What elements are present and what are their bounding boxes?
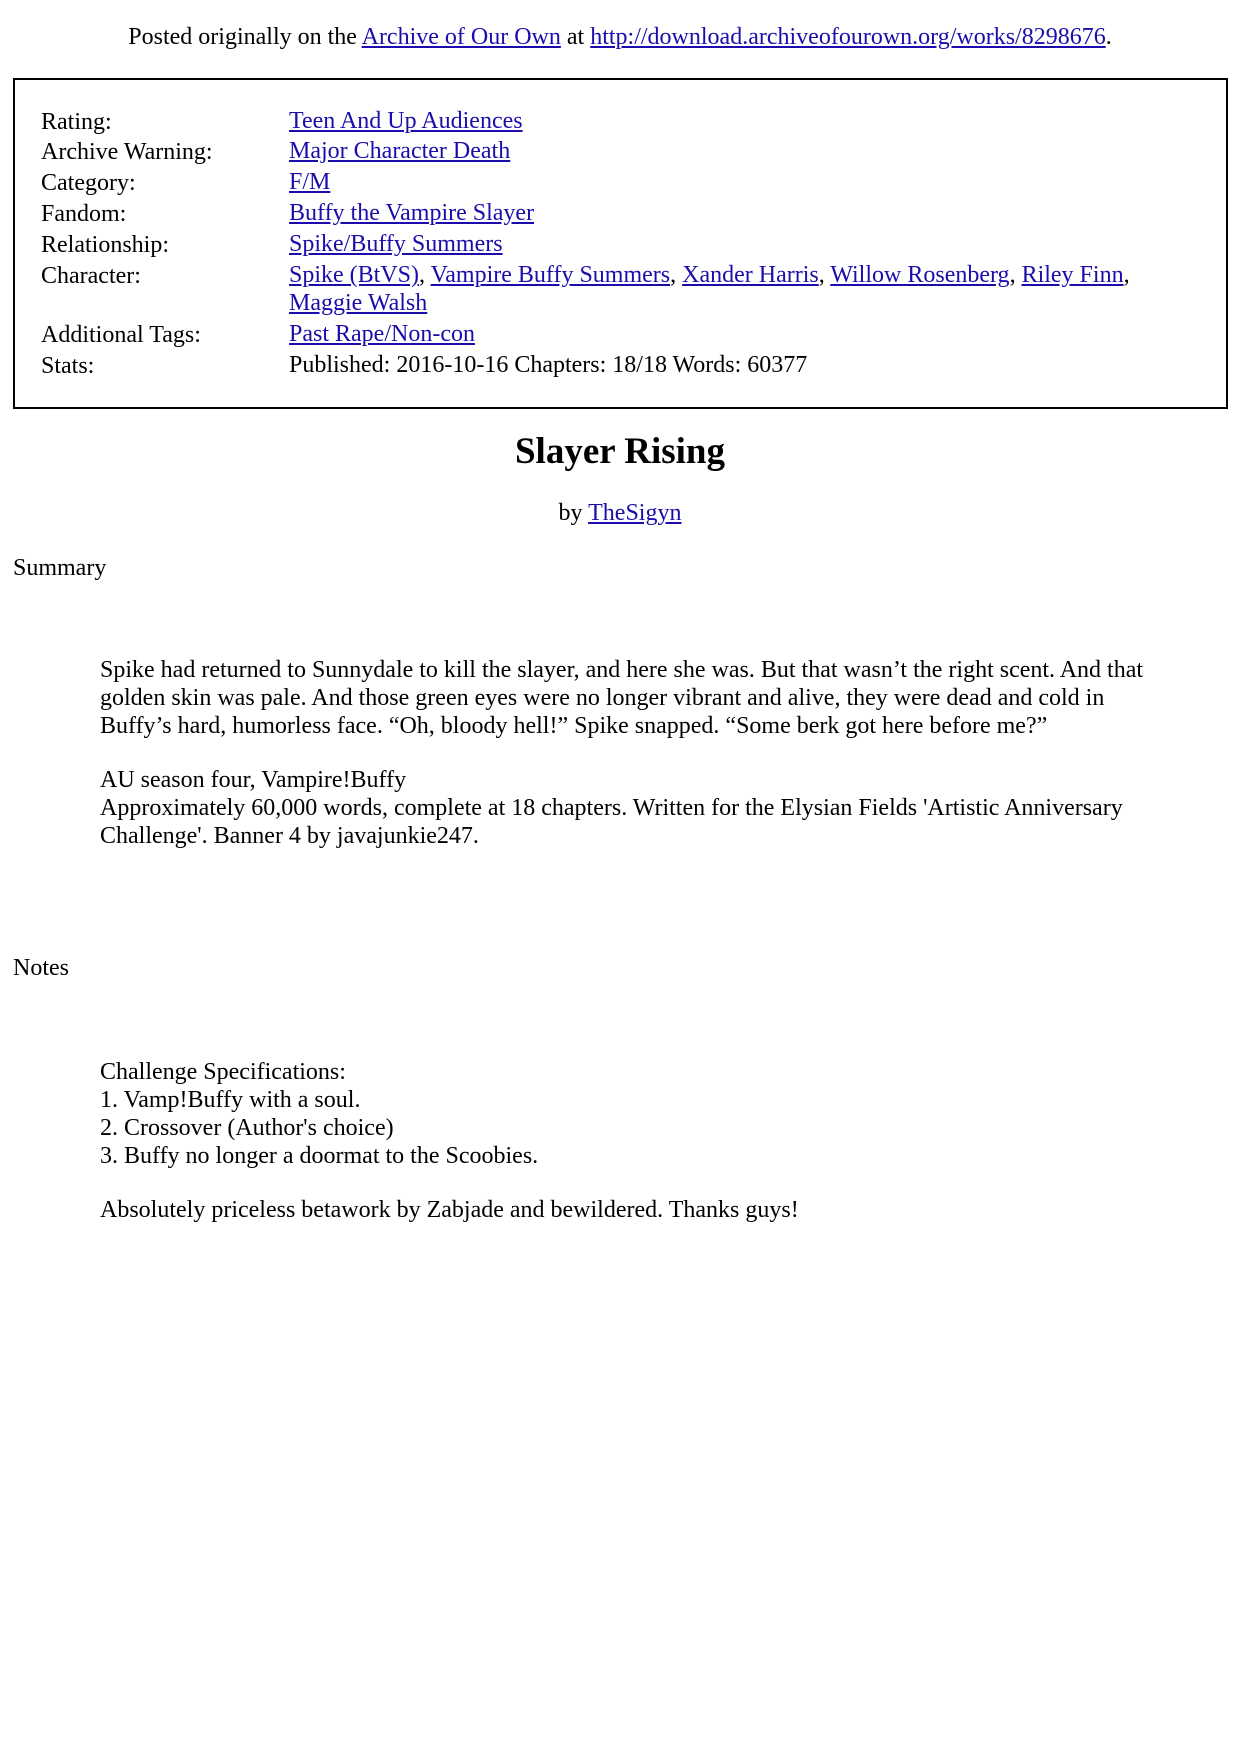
warning-link[interactable]: Major Character Death xyxy=(289,138,511,164)
spec-item: 1. Vamp!Buffy with a soul. xyxy=(100,1087,361,1113)
summary-heading: Summary xyxy=(13,555,107,581)
category-link[interactable]: F/M xyxy=(289,169,331,195)
rating-link[interactable]: Teen And Up Audiences xyxy=(289,108,523,134)
separator: , xyxy=(419,262,431,288)
by-prefix: by xyxy=(558,500,589,526)
stats-value: Published: 2016-10-16 Chapters: 18/18 Words: 60377 xyxy=(289,352,808,378)
spec-title: Challenge Specifications: xyxy=(100,1059,346,1085)
summary-body xyxy=(100,656,1150,850)
category-label: Category: xyxy=(41,170,136,196)
thanks-line: Absolutely priceless betawork by Zabjade and bewildered. Thanks guys! xyxy=(100,1197,799,1223)
separator: , xyxy=(1123,262,1130,288)
spec-item: 3. Buffy no longer a doormat to the Scoobies. xyxy=(100,1143,539,1169)
tags-link[interactable]: Past Rape/Non-con xyxy=(289,321,475,347)
summary-details: Approximately 60,000 words, complete at 18 chapters. Written for the Elysian Fields 'Artistic Anniversary Challenge'. Banner 4 by javajunkie247. xyxy=(100,795,1123,849)
character-label: Character: xyxy=(41,263,141,289)
separator: , xyxy=(818,262,831,288)
character-list xyxy=(289,261,1189,317)
work-title: Slayer Rising xyxy=(514,431,726,472)
character-link[interactable]: Willow Rosenberg xyxy=(830,262,1010,288)
author-link[interactable]: TheSigyn xyxy=(588,500,682,526)
byline xyxy=(0,498,1240,528)
summary-paragraph: Spike had returned to Sunnydale to kill the slayer, and here she was. But that wasn’t the right scent. And that golden skin was pale. And those green eyes were no longer vibrant and alive, they were dead and cold in Buffy’s hard, humorless face. “Oh, bloody hell!” Spike snapped. “Some berk got here before me?” xyxy=(100,657,1144,739)
character-link[interactable]: Spike (BtVS) xyxy=(289,262,420,288)
fandom-label: Fandom: xyxy=(41,201,127,227)
notes-body xyxy=(100,1058,1150,1224)
fandom-link[interactable]: Buffy the Vampire Slayer xyxy=(289,200,535,226)
metadata-box xyxy=(13,78,1228,409)
warning-label: Archive Warning: xyxy=(41,139,213,165)
notes-heading: Notes xyxy=(13,955,69,981)
stats-label: Stats: xyxy=(41,353,95,379)
summary-au-line: AU season four, Vampire!Buffy xyxy=(100,767,407,793)
character-link[interactable]: Maggie Walsh xyxy=(289,290,428,316)
relationship-label: Relationship: xyxy=(41,232,169,258)
period: . xyxy=(1105,24,1112,50)
tags-label: Additional Tags: xyxy=(41,322,201,348)
relationship-link[interactable]: Spike/Buffy Summers xyxy=(289,231,503,257)
rating-label: Rating: xyxy=(41,109,112,135)
work-url-link[interactable]: http://download.archiveofourown.org/works/8298676 xyxy=(590,24,1106,50)
character-link[interactable]: Riley Finn xyxy=(1021,262,1124,288)
separator: , xyxy=(670,262,683,288)
character-link[interactable]: Xander Harris xyxy=(682,262,819,288)
archive-link[interactable]: Archive of Our Own xyxy=(361,24,561,50)
at-text: at xyxy=(560,24,591,50)
separator: , xyxy=(1009,262,1022,288)
posted-originally-line xyxy=(0,22,1240,52)
spec-item: 2. Crossover (Author's choice) xyxy=(100,1115,394,1141)
posted-prefix: Posted originally on the xyxy=(128,24,362,50)
character-link[interactable]: Vampire Buffy Summers xyxy=(430,262,671,288)
